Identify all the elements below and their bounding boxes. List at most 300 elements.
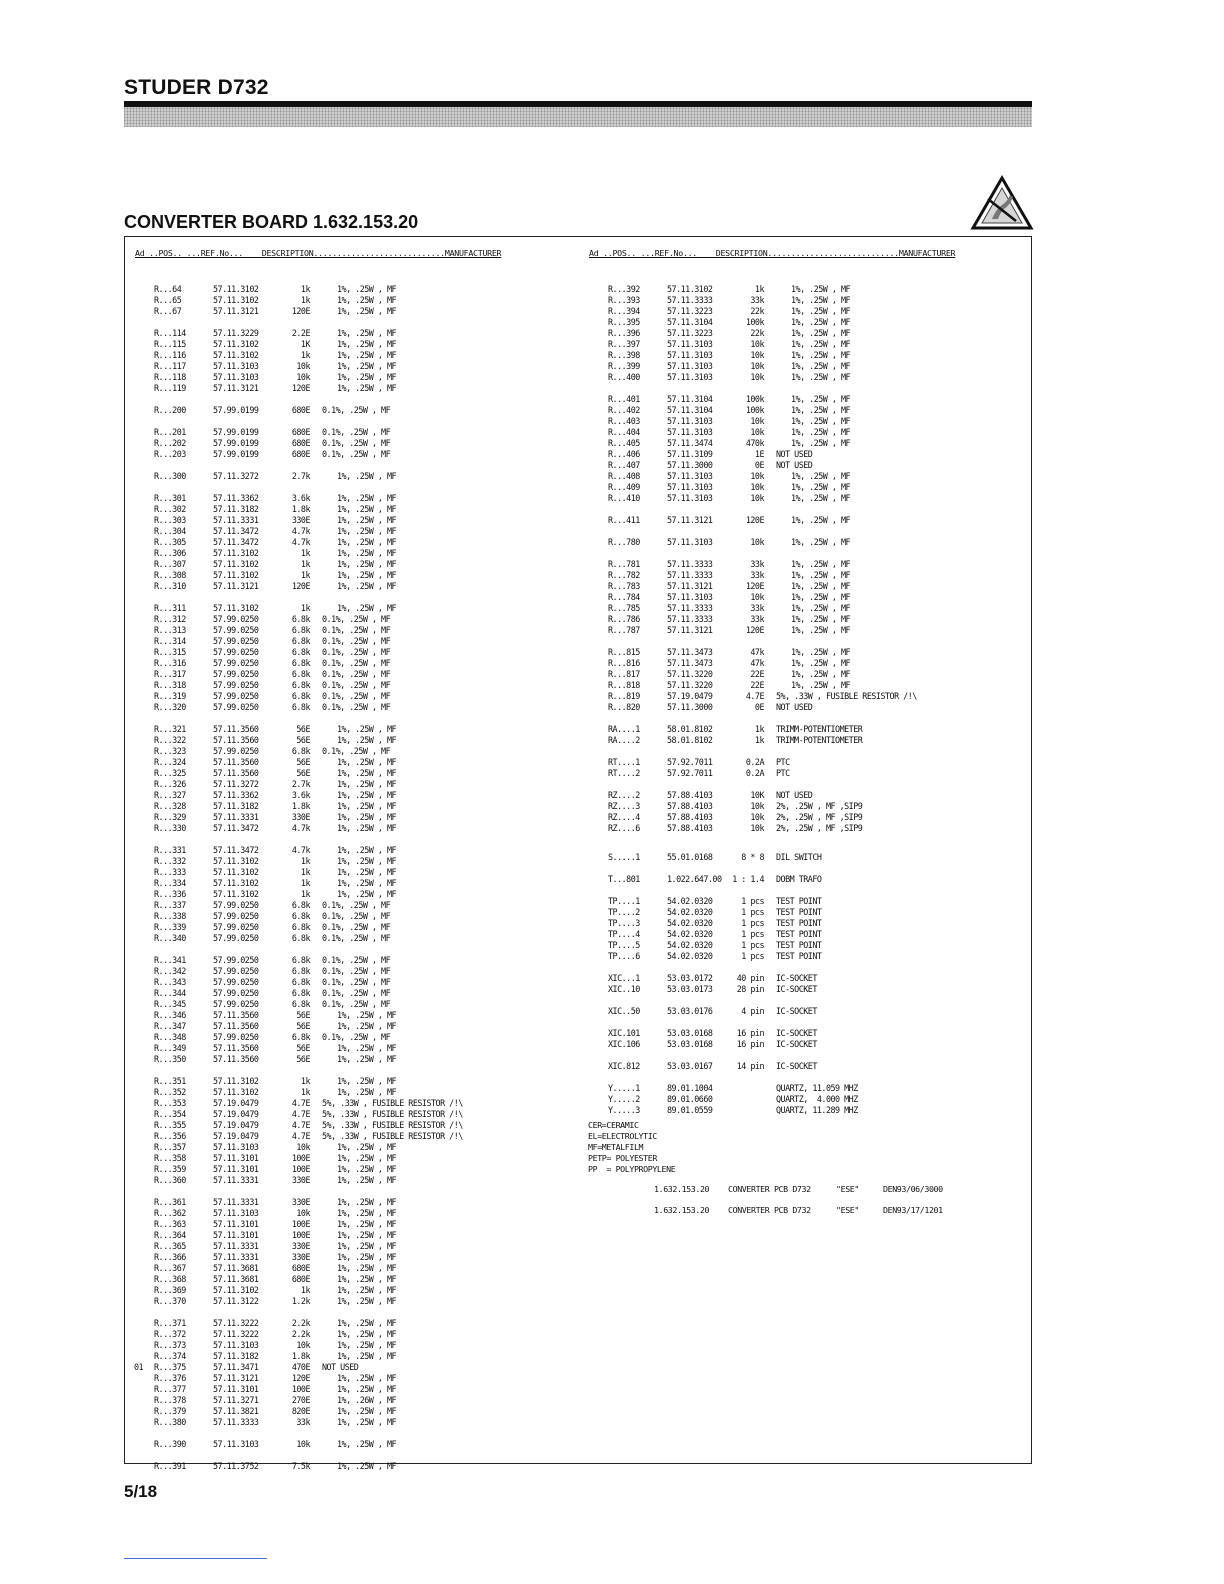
part-position: R...360 [154,1175,186,1185]
part-value: 1 : 1.4 [732,874,764,884]
part-reference: 57.99.0250 [213,1032,259,1042]
part-row [126,559,566,570]
part-row [126,284,566,295]
part-position: R...334 [154,878,186,888]
part-description: 0.1%, .25W , MF [322,614,391,624]
part-row [580,614,1020,625]
part-value: 1 pcs [741,951,764,961]
part-description: 1%, .25W , MF [337,889,397,899]
part-reference: 57.11.3102 [213,570,259,580]
part-position: R...411 [608,515,640,525]
part-position: R...401 [608,394,640,404]
part-position: R...322 [154,735,186,745]
part-reference: 57.11.3681 [213,1263,259,1273]
part-value: 2.2E [291,328,310,338]
part-reference: 57.11.3122 [213,1296,259,1306]
part-row [126,1340,566,1351]
part-value: 56E [296,1043,310,1053]
part-value: 820E [291,1406,310,1416]
part-reference: 53.03.0173 [667,984,713,994]
part-row [126,1032,566,1043]
part-reference: 57.11.3103 [667,361,713,371]
part-reference: 57.99.0250 [213,988,259,998]
part-description: QUARTZ, 11.059 MHZ [776,1083,858,1093]
part-description: TRIMM-POTENTIOMETER [776,735,863,745]
part-value: 680E [291,405,310,415]
part-value: 33k [750,614,764,624]
part-reference: 57.11.3471 [213,1362,259,1372]
part-description: 0.1%, .25W , MF [322,625,391,635]
pcb-line [588,1205,1028,1217]
part-value: 0.2A [745,757,764,767]
abbreviation-notes [588,1120,675,1175]
part-reference: 57.11.3103 [667,537,713,547]
part-value: 1k [300,878,310,888]
part-value: 120E [291,383,310,393]
part-value: 1k [300,1285,310,1295]
part-position: R...318 [154,680,186,690]
part-description: NOT USED [322,1362,359,1372]
part-description: 1%, .25W , MF [337,790,397,800]
part-description: 1%, .25W , MF [337,471,397,481]
part-row [580,702,1020,713]
part-row [580,515,1020,526]
part-position: R...303 [154,515,186,525]
part-description: 1%, .25W , MF [337,1219,397,1229]
part-row [126,955,566,966]
part-value: 330E [291,515,310,525]
part-reference: 57.11.3103 [213,1208,259,1218]
part-position: R...116 [154,350,186,360]
part-reference: 57.99.0250 [213,977,259,987]
part-value: 680E [291,1263,310,1273]
part-description: 2%, .25W , MF ,SIP9 [776,823,863,833]
part-row [580,973,1020,984]
part-value: 120E [745,515,764,525]
part-description: DOBM TRAFO [776,874,822,884]
part-value: 56E [296,724,310,734]
part-row [580,951,1020,962]
part-description: 1%, .25W , MF [337,372,397,382]
part-description: IC-SOCKET [776,1061,817,1071]
part-description: 1%, .25W , MF [791,405,851,415]
part-position: XIC.812 [608,1061,640,1071]
part-position: R...405 [608,438,640,448]
part-reference: 57.88.4103 [667,823,713,833]
part-reference: 57.11.3222 [213,1318,259,1328]
part-position: R...315 [154,647,186,657]
part-position: R...326 [154,779,186,789]
part-position: XIC..50 [608,1006,640,1016]
part-position: R...780 [608,537,640,547]
part-value: 680E [291,449,310,459]
part-row [580,768,1020,779]
part-row [126,867,566,878]
part-row [126,1054,566,1065]
part-position: R...312 [154,614,186,624]
part-value: 1k [300,1076,310,1086]
part-position: XIC.101 [608,1028,640,1038]
part-description: 0.1%, .25W , MF [322,933,391,943]
part-row [580,438,1020,449]
part-row [126,911,566,922]
part-reference: 57.11.3472 [213,823,259,833]
part-value: 1K [300,339,310,349]
part-description: 1%, .25W , MF [337,548,397,558]
part-reference: 57.99.0250 [213,636,259,646]
part-value: 6.8k [291,933,310,943]
part-reference: 57.11.3102 [213,339,259,349]
part-value: 22E [750,669,764,679]
part-value: 33k [750,559,764,569]
part-value: 1.8k [291,1351,310,1361]
part-position: R...321 [154,724,186,734]
part-row [126,350,566,361]
column-header-right: Ad ..POS.. ...REF.No... DESCRIPTION............................MANUFACTURER [589,248,956,258]
part-position: R...782 [608,570,640,580]
part-description: 1%, .25W , MF [337,856,397,866]
part-position: R...64 [154,284,182,294]
part-description: 1%, .25W , MF [337,526,397,536]
part-position: R...402 [608,405,640,415]
part-value: 6.8k [291,647,310,657]
part-value: 1k [300,1087,310,1097]
part-position: R...348 [154,1032,186,1042]
part-description: 1%, .25W , MF [791,284,851,294]
part-row [580,625,1020,636]
part-reference: 57.99.0250 [213,691,259,701]
part-value: 270E [291,1395,310,1405]
part-reference: 57.11.3331 [213,515,259,525]
part-row [580,940,1020,951]
part-description: 1%, .25W , MF [337,1373,397,1383]
part-value: 330E [291,1252,310,1262]
part-reference: 57.11.3472 [213,537,259,547]
part-reference: 57.11.3101 [213,1164,259,1174]
part-value: 4.7k [291,823,310,833]
part-row [126,1197,566,1208]
part-reference: 57.11.3182 [213,504,259,514]
part-position: R...356 [154,1131,186,1141]
part-value: 6.8k [291,955,310,965]
part-description: 1%, .25W , MF [337,1054,397,1064]
part-row [580,852,1020,863]
part-position: R...313 [154,625,186,635]
part-reference: 58.01.8102 [667,724,713,734]
part-position: R...306 [154,548,186,558]
part-description: 1%, .25W , MF [337,1461,397,1471]
part-value: 4.7E [291,1131,310,1141]
part-reference: 57.11.3333 [667,570,713,580]
part-row [126,680,566,691]
part-description: 0.1%, .25W , MF [322,449,391,459]
part-position: R...350 [154,1054,186,1064]
part-reference: 57.99.0250 [213,900,259,910]
part-value: 0E [754,460,764,470]
part-reference: 57.99.0199 [213,427,259,437]
part-row [580,361,1020,372]
part-row [126,1175,566,1186]
part-reference: 57.99.0250 [213,922,259,932]
document-title: STUDER D732 [124,76,269,99]
part-reference: 57.11.3472 [213,526,259,536]
parts-column-right [580,284,1020,1116]
part-row [126,1395,566,1406]
part-value: 33k [750,603,764,613]
part-position: RZ....6 [608,823,640,833]
part-value: 6.8k [291,625,310,635]
part-description: 1%, .25W , MF [337,350,397,360]
part-position: R...352 [154,1087,186,1097]
part-position: R...397 [608,339,640,349]
part-position: R...373 [154,1340,186,1350]
part-value: 1E [754,449,764,459]
part-row [126,1131,566,1142]
part-value: 10k [296,1208,310,1218]
part-description: 1%, .25W , MF [791,581,851,591]
part-row [126,1241,566,1252]
part-description: 1%, .25W , MF [337,1197,397,1207]
part-description: DIL SWITCH [776,852,822,862]
part-position: R...353 [154,1098,186,1108]
part-row [126,372,566,383]
part-value: 0.2A [745,768,764,778]
part-row [126,570,566,581]
part-reference: 57.11.3102 [213,1076,259,1086]
part-position: R...392 [608,284,640,294]
part-value: 10k [750,537,764,547]
part-value: 1 pcs [741,896,764,906]
part-reference: 57.11.3102 [667,284,713,294]
part-reference: 57.19.0479 [667,691,713,701]
part-reference: 57.11.3560 [213,768,259,778]
part-value: 10k [750,427,764,437]
part-row [126,812,566,823]
part-row [126,526,566,537]
part-row [126,339,566,350]
part-reference: 57.11.3182 [213,801,259,811]
part-position: RA....2 [608,735,640,745]
part-reference: 57.11.3103 [213,361,259,371]
part-description: 1%, .25W , MF [337,1153,397,1163]
part-description: 1%, .25W , MF [791,416,851,426]
part-position: XIC...1 [608,973,640,983]
part-value: 10k [750,361,764,371]
part-position: RZ....3 [608,801,640,811]
part-description: 1%, .25W , MF [337,757,397,767]
part-description: 0.1%, .25W , MF [322,427,391,437]
part-value: 1k [300,548,310,558]
part-value: 6.8k [291,977,310,987]
part-row [580,295,1020,306]
part-value: 680E [291,438,310,448]
part-value: 10k [750,350,764,360]
part-description: 2%, .25W , MF ,SIP9 [776,801,863,811]
part-description: 1%, .25W , MF [337,801,397,811]
part-row [126,647,566,658]
part-description: 1%, .25W , MF [337,1329,397,1339]
part-row [580,460,1020,471]
part-description: 1%, .25W , MF [337,1340,397,1350]
part-row [126,768,566,779]
part-position: R...338 [154,911,186,921]
part-value: 1 pcs [741,918,764,928]
part-position: R...374 [154,1351,186,1361]
part-row [126,757,566,768]
part-position: R...399 [608,361,640,371]
footer-rule [124,1558,267,1559]
part-position: R...370 [154,1296,186,1306]
part-row [126,691,566,702]
part-value: 330E [291,812,310,822]
part-row [126,1461,566,1472]
part-row [580,823,1020,834]
part-reference: 57.19.0479 [213,1120,259,1130]
part-value: 10k [296,1439,310,1449]
part-row [580,984,1020,995]
part-position: R...400 [608,372,640,382]
part-reference: 57.11.3362 [213,493,259,503]
part-reference: 57.11.3102 [213,284,259,294]
part-reference: 53.03.0172 [667,973,713,983]
part-position: R...304 [154,526,186,536]
part-value: 10k [296,1142,310,1152]
part-reference: 57.11.3104 [667,405,713,415]
part-value: 47k [750,658,764,668]
part-row [126,1417,566,1428]
part-description: 1%, .25W , MF [337,1296,397,1306]
part-reference: 57.11.3103 [667,493,713,503]
part-row [580,669,1020,680]
part-description: NOT USED [776,460,813,470]
part-reference: 57.11.3103 [667,416,713,426]
part-position: R...404 [608,427,640,437]
part-value: 10k [750,482,764,492]
part-description: 1%, .25W , MF [791,361,851,371]
part-position: R...346 [154,1010,186,1020]
part-row [580,493,1020,504]
part-position: R...403 [608,416,640,426]
part-position: RA....1 [608,724,640,734]
part-description: 1%, .25W , MF [337,1351,397,1361]
part-reference: 57.99.0250 [213,669,259,679]
part-value: 10k [296,372,310,382]
part-description: 1%, .25W , MF [337,1318,397,1328]
part-description: 1%, .25W , MF [791,669,851,679]
part-row [126,922,566,933]
part-row [126,856,566,867]
part-position: R...320 [154,702,186,712]
part-position: R...341 [154,955,186,965]
part-value: 10k [750,812,764,822]
part-position: R...202 [154,438,186,448]
part-value: 4 pin [741,1006,764,1016]
part-value: 1k [300,889,310,899]
part-description: 1%, .25W , MF [791,394,851,404]
part-position: R...361 [154,1197,186,1207]
part-value: 120E [745,625,764,635]
part-description: 1%, .25W , MF [337,361,397,371]
part-reference: 57.11.3103 [213,372,259,382]
part-description: 5%, .33W , FUSIBLE RESISTOR /!\ [322,1131,463,1141]
part-row [126,1230,566,1241]
part-value: 10k [750,416,764,426]
part-row [126,1021,566,1032]
part-description: 1%, .25W , MF [337,1384,397,1394]
part-description: 0.1%, .25W , MF [322,691,391,701]
part-position: R...820 [608,702,640,712]
column-header-left: Ad ..POS.. ...REF.No... DESCRIPTION............................MANUFACTURER [135,248,502,258]
part-description: 1%, .25W , MF [337,1406,397,1416]
part-value: 100E [291,1384,310,1394]
part-value: 6.8k [291,636,310,646]
part-row [126,1098,566,1109]
part-value: 6.8k [291,988,310,998]
part-value: 10k [296,1340,310,1350]
part-description: TEST POINT [776,951,822,961]
part-reference: 57.11.3472 [213,845,259,855]
esd-warning-icon [970,175,1034,231]
part-value: 3.6k [291,493,310,503]
part-description: 1%, .25W , MF [791,328,851,338]
part-reference: 57.11.3121 [213,1373,259,1383]
part-reference: 57.11.3331 [213,1241,259,1251]
part-position: R...351 [154,1076,186,1086]
part-position: T...801 [608,874,640,884]
part-reference: 57.92.7011 [667,768,713,778]
part-position: R...363 [154,1219,186,1229]
part-value: 120E [291,581,310,591]
part-value: 100k [745,317,764,327]
part-reference: 57.11.3103 [667,372,713,382]
part-description: 1%, .25W , MF [337,1010,397,1020]
part-reference: 57.11.3272 [213,471,259,481]
part-description: 1%, .25W , MF [337,1263,397,1273]
part-description: 1%, .25W , MF [337,603,397,613]
part-position: R...307 [154,559,186,569]
part-value: 1 pcs [741,907,764,917]
part-description: 0.1%, .25W , MF [322,999,391,1009]
part-position: R...337 [154,900,186,910]
part-position: R...358 [154,1153,186,1163]
part-value: 1.8k [291,801,310,811]
part-row [126,999,566,1010]
part-description: TEST POINT [776,918,822,928]
part-row [126,779,566,790]
part-position: R...67 [154,306,182,316]
part-row [126,735,566,746]
part-row [126,1406,566,1417]
part-reference: 89.01.1004 [667,1083,713,1093]
part-reference: 57.99.0250 [213,625,259,635]
part-description: 1%, .25W , MF [791,614,851,624]
part-value: 10K [750,790,764,800]
part-position: R...200 [154,405,186,415]
part-reference: 89.01.0660 [667,1094,713,1104]
part-description: 0.1%, .25W , MF [322,746,391,756]
part-value: 10k [750,592,764,602]
part-value: 28 pin [736,984,764,994]
part-value: 10k [750,372,764,382]
part-value: 1k [754,735,764,745]
part-value: 6.8k [291,999,310,1009]
part-reference: 57.11.3102 [213,856,259,866]
part-position: R...359 [154,1164,186,1174]
part-value: 14 pin [736,1061,764,1071]
part-row [580,790,1020,801]
part-position: XIC.106 [608,1039,640,1049]
part-row [126,724,566,735]
